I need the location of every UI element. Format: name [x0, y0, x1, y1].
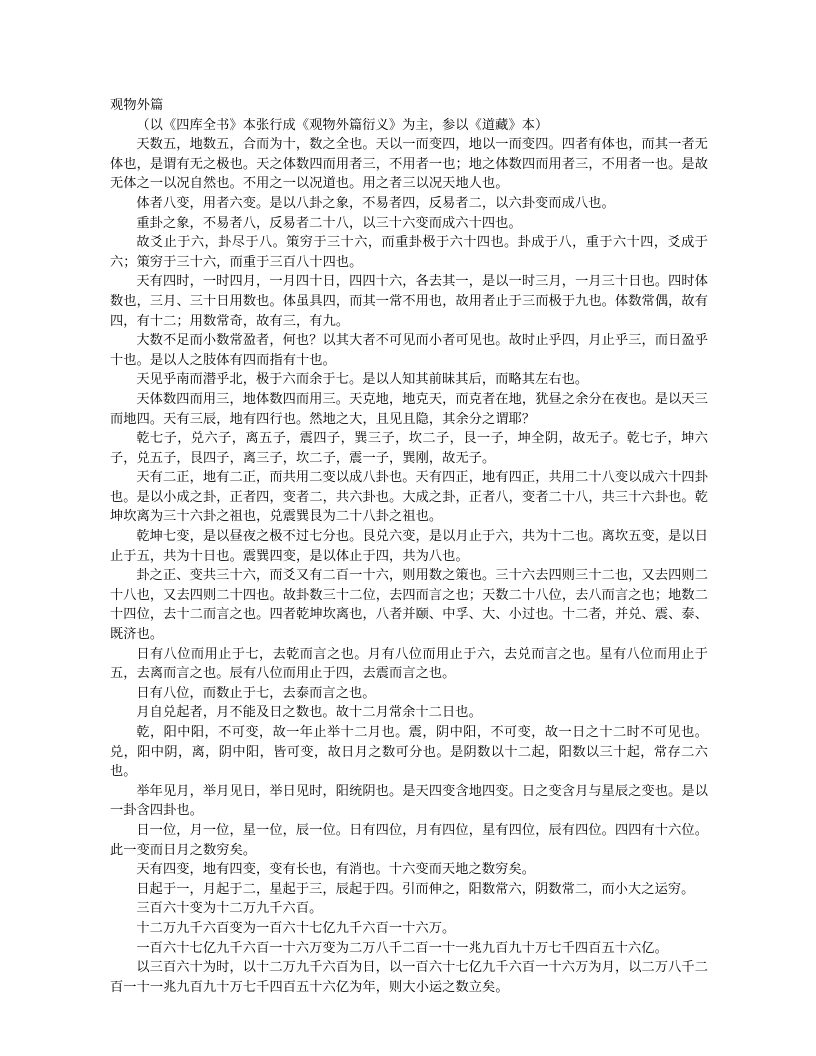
source-note: （以《四库全书》本张行成《观物外篇衍义》为主，参以《道藏》本） [136, 117, 549, 133]
paragraph: 天有二正，地有二正，而共用二变以成八卦也。天有四正，地有四正，共用二十八变以成六十四卦也。是以小成之卦，正者四，变者二，共六卦也。大成之卦，正者八，变者二十八，共三十六卦也。乾坤坎离为三十六卦之祖也，兑震巽艮为二十八卦之祖也。 [110, 470, 708, 525]
paragraph: 天数五，地数五，合而为十，数之全也。天以一而变四，地以一而变四。四者有体也，而其一者无体也，是谓有无之极也。天之体数四而用者三，不用者一也；地之体数四而用者三，不用者一也。是故无体之一以况自然也。不用之一以况道也。用之者三以况天地人也。 [110, 137, 708, 192]
paragraph: 乾七子，兑六子，离五子，震四子，巽三子，坎二子，艮一子，坤全阴，故无子。乾七子，坤六子，兑五子，艮四子，离三子，坎二子，震一子，巽刚，故无子。 [110, 431, 708, 466]
paragraph: 日有八位而用止于七，去乾而言之也。月有八位而用止于六，去兑而言之也。星有八位而用止于五，去离而言之也。辰有八位而用止于四，去震而言之也。 [110, 646, 708, 682]
paragraph: 乾，阳中阳，不可变，故一年止举十二月也。震，阴中阳，不可变，故一日之十二时不可见也。兑，阳中阴，离，阴中阳，皆可变，故日月之数可分也。是阴数以十二起，阳数以三十起，常存二六也。 [110, 725, 708, 780]
paragraph: 天体数四而用三，地体数四而用三。天克地，地克天，而克者在地，犹昼之余分在夜也。是以天三而地四。天有三辰，地有四行也。然地之大，且见且隐，其余分之谓耶？ [110, 391, 708, 427]
paragraph: 乾坤七变，是以昼夜之极不过七分也。艮兑六变，是以月止于六，共为十二也。离坎五变，是以日止于五，共为十日也。震巽四变，是以体止于四，共为八也。 [110, 529, 708, 564]
paragraph: 天有四时，一时四月，一月四十日，四四十六，各去其一，是以一时三月，一月三十日也。四时体数也，三月、三十日用数也。体虽具四，而其一常不用也，故用者止于三而极于九也。体数常偶，故有四，有十二；用数常奇，故有三，有九。 [110, 274, 708, 329]
paragraph: 重卦之象，不易者八，反易者二十八，以三十六变而成六十四也。 [136, 215, 522, 231]
paragraph: 体者八变，用者六变。是以八卦之象，不易者四，反易者二，以六卦变而成八也。 [136, 195, 615, 211]
paragraph: 三百六十变为十二万九千六百。 [136, 901, 323, 917]
paragraph: 日一位，月一位，星一位，辰一位。日有四位，月有四位，星有四位，辰有四位。四四有十六位。此一变而日月之数穷矣。 [110, 822, 708, 858]
paragraph: 故爻止于六，卦尽于八。策穷于三十六，而重卦极于六十四也。卦成于八，重于六十四，爻成于六；策穷于三十六，而重于三百八十四也。 [110, 235, 708, 270]
paragraph: 日有八位，而数止于七，去泰而言之也。 [136, 685, 376, 701]
page-title: 观物外篇 [110, 98, 164, 113]
paragraph: 天有四变，地有四变，变有长也，有消也。十六变而天地之数穷矣。 [136, 862, 536, 878]
paragraph: 一百六十七亿九千六百一十六万变为二万八千二百一十一兆九百九十万七千四百五十六亿。 [136, 940, 668, 956]
paragraph: 月自兑起者，月不能及日之数也。故十二月常余十二日也。 [136, 705, 482, 721]
paragraph: 大数不足而小数常盈者，何也？以其大者不可见而小者可见也。故时止乎四，月止乎三，而日盈乎十也。是以人之肢体有四而指有十也。 [110, 333, 708, 368]
paragraph: 十二万九千六百变为一百六十七亿九千六百一十六万。 [136, 920, 456, 936]
paragraph: 举年见月，举月见日，举日见时，阳统阴也。是天四变含地四变。日之变含月与星辰之变也。是以一卦含四卦也。 [110, 783, 708, 819]
paragraph: 日起于一，月起于二，星起于三，辰起于四。引而伸之，阳数常六，阴数常二，而小大之运穷。 [136, 881, 695, 897]
paragraph: 天见乎南而潜乎北，极于六而余于七。是以人知其前昧其后，而略其左右也。 [136, 372, 589, 388]
document-body [110, 96, 708, 997]
paragraph: 卦之正、变共三十六，而爻又有二百一十六，则用数之策也。三十六去四则三十二也，又去四则二十八也，又去四则二十四也。故卦数三十二位，去四而言之也；天数二十八位，去八而言之也；地数二十四位，去十二而言之也。四者乾坤坎离也，八者并颐、中孚、大、小过也。十二者，并兑、震、泰、既济也。 [110, 568, 708, 643]
paragraph: 以三百六十为时，以十二万九千六百为日，以一百六十七亿九千六百一十六万为月，以二万八千二百一十一兆九百九十万七千四百五十六亿为年，则大小运之数立矣。 [110, 960, 708, 995]
